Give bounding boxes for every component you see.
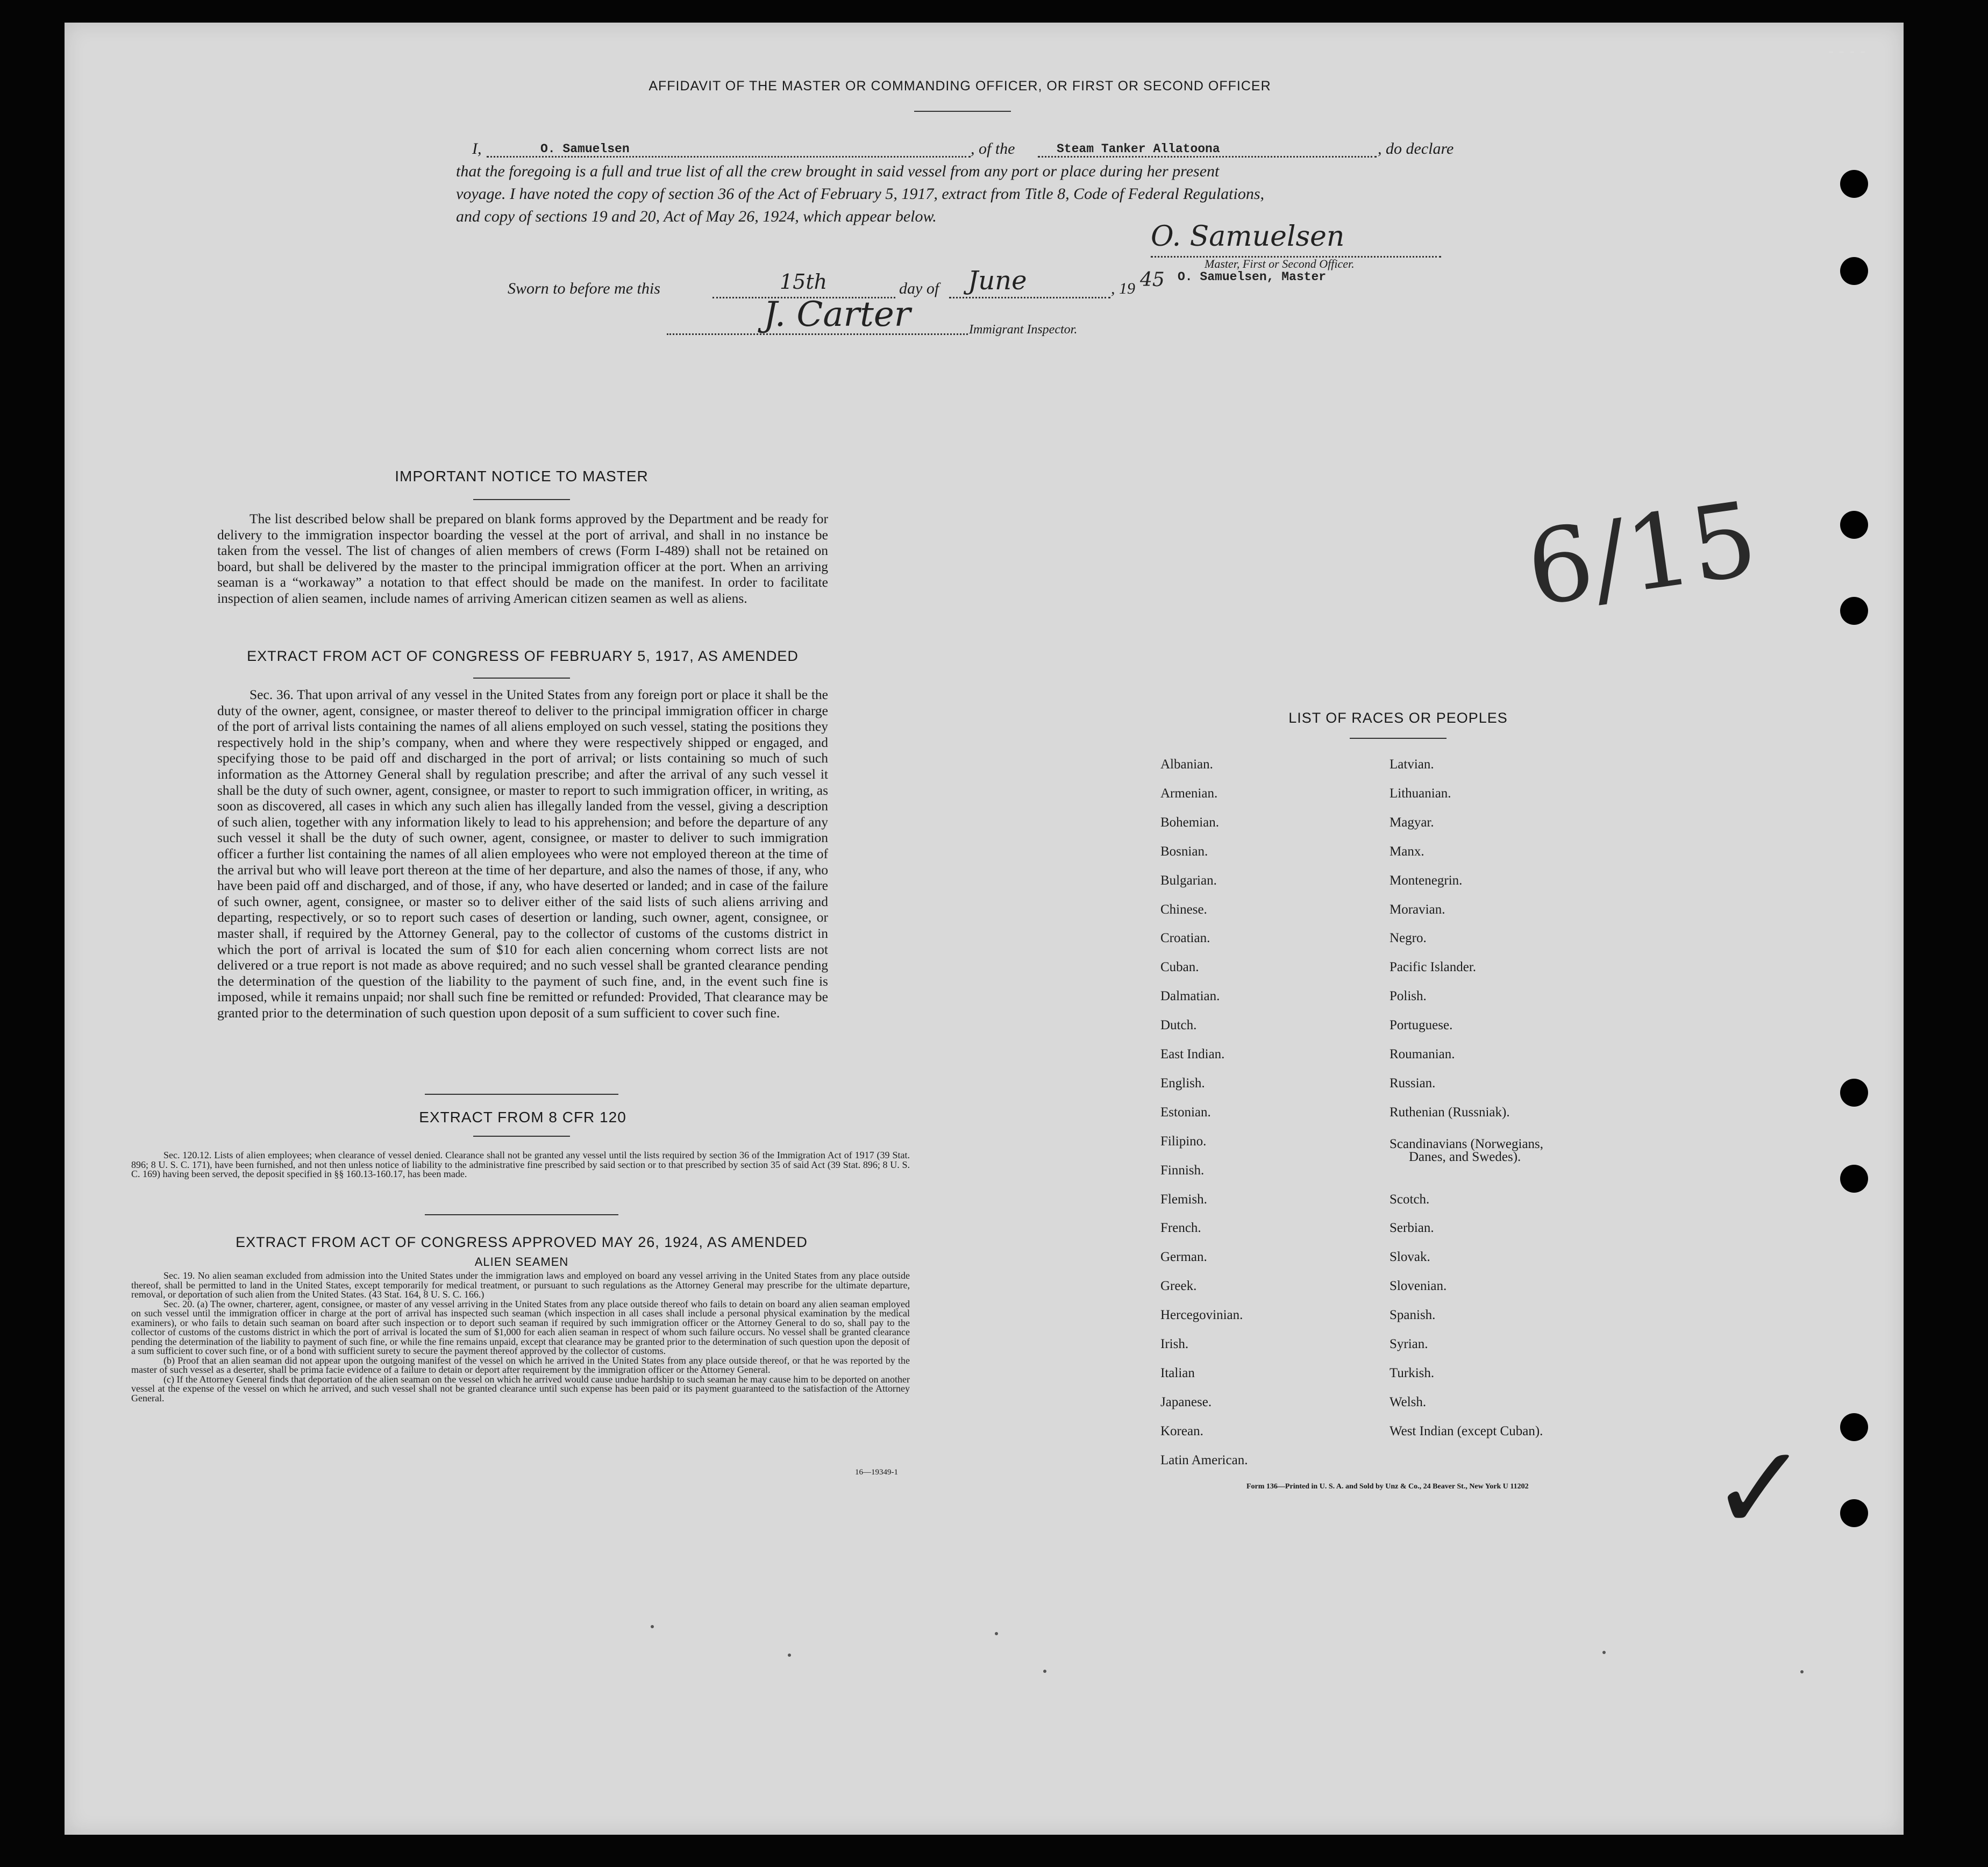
i-label: I, <box>472 140 482 158</box>
master-typed-name: O. Samuelsen, Master <box>1178 270 1327 284</box>
year-prefix: , 19 <box>1111 280 1135 297</box>
notice-title: IMPORTANT NOTICE TO MASTER <box>395 468 649 484</box>
paper-speck <box>1800 1670 1804 1673</box>
race-item: Estonian. <box>1160 1104 1211 1120</box>
notice-rule <box>473 499 570 500</box>
corner-marks: - - - - <box>1828 42 1866 61</box>
check-mark: ✓ <box>1710 1420 1809 1557</box>
extract-1917-title: EXTRACT FROM ACT OF CONGRESS OF FEBRUARY 5, 1917, AS AMENDED <box>247 648 799 664</box>
cfr-title: EXTRACT FROM 8 CFR 120 <box>419 1109 626 1125</box>
paper-speck <box>651 1625 654 1628</box>
race-item: Dalmatian. <box>1160 989 1220 1004</box>
extract-1924-text <box>131 1271 910 1403</box>
race-item: Lithuanian. <box>1390 786 1451 801</box>
race-item: Chinese. <box>1160 902 1207 917</box>
vessel-typed: Steam Tanker Allatoona <box>1057 142 1220 156</box>
punch-hole <box>1840 257 1868 285</box>
extract-1924-top-rule <box>425 1214 618 1215</box>
race-item: Slovenian. <box>1390 1279 1447 1294</box>
title-rule <box>914 111 1011 112</box>
extract-1917-text <box>217 687 828 1021</box>
race-item: Scotch. <box>1390 1192 1430 1207</box>
alien-seamen-subtitle: ALIEN SEAMEN <box>474 1255 569 1269</box>
name-blank <box>487 156 971 158</box>
section-20c-paragraph: (c) If the Attorney General finds that deportation of the alien seaman on the vessel on which he arrived would cause undue hardship to such seaman he may cause him to be deported on another vessel at the expense of the vessel on which he arrived, and such vessel shall not be granted clearance until such expense has been paid or its payment guaranteed to the satisfaction of the Attorney General. <box>131 1373 910 1403</box>
race-item: Bulgarian. <box>1160 873 1217 888</box>
race-item: Russian. <box>1390 1075 1436 1091</box>
day-hand: 15th <box>780 270 828 294</box>
punch-hole <box>1840 1165 1868 1193</box>
cfr-text <box>131 1151 910 1179</box>
form-code: 16—19349-1 <box>855 1468 898 1477</box>
race-item: Greek. <box>1160 1279 1197 1294</box>
section-36-paragraph: Sec. 36. That upon arrival of any vessel in the United States from any foreign port or place it shall be the duty of the owner, agent, consignee, or master thereof to deliver to the principal immigration officer in charge of the port of arrival lists containing the names of all aliens employed on such vessel, stating the positions they respectively hold in the ship’s company, when and where they were respectively shipped or engaged, and specifying those to be paid off and discharged in the port of arrival; or lists containing so much of such information as the Attorney General shall by regulation prescribe; and after the arrival of any such vessel it shall be the duty of such owner, agent, consignee, or master to report to such immigration officer, in writing, as soon as discovered, all cases in which any such alien has illegally landed from the vessel, giving a description of such alien, together with any information likely to lead to his apprehension; and before the departure of any such vessel it shall be the duty of such owner, agent, consignee, or master to deliver to such immigration officer a further list containing the names of all alien employees who were not employed thereon at the time of the arrival but who will leave port thereon at the time of her departure, and also the names of those, if any, who have been paid off and discharged, and of those, if any, who have deserted or landed; and in case of the failure of such owner, agent, consignee, or master so to deliver either of the said lists of such aliens arriving and departing, respectively, or so to report such cases of desertion or landing, such owner, agent, consignee, or master shall, if required by the Attorney General, pay to the collector of customs of the customs district in which the port of arrival is located the sum of $10 for each alien concerning whom correct lists are not delivered or a true report is not made as above required; and no such vessel shall be granted clearance pending the determination of the question of the liability to the payment of such fine, and, in the event such fine is imposed, while it remains unpaid; nor shall such fine be remitted or refunded: Provided, That clearance may be granted prior to the determination of such question upon deposit of a sum sufficient to cover such fine. <box>217 687 828 1021</box>
extract-1924-title: EXTRACT FROM ACT OF CONGRESS APPROVED MAY 26, 1924, AS AMENDED <box>236 1234 808 1250</box>
sworn-label: Sworn to before me this <box>508 280 660 297</box>
race-item: Latin American. <box>1160 1452 1248 1467</box>
year-hand: 45 <box>1140 269 1165 291</box>
section-20a-paragraph: Sec. 20. (a) The owner, charterer, agent, consignee, or master of any vessel arriving in the United States from any place outside thereof who fails to detain on board any alien seaman employed on such vessel until the immigration officer in charge at the port of arrival has inspected such seaman (which inspection in all cases shall include a personal physical examination by the medical examiners), or who fails to detain such seaman on board after such inspection or to deport such seaman if required by such immigration officer or the Attorney General to do so, shall pay to the collector of customs of the customs district in which the port of arrival is located the sum of $1,000 for each alien seaman in respect of whom such failure occurs. No vessel shall be granted clearance pending the determination of the liability to payment of such fine, or while the fine remains unpaid, except that clearance may be granted prior to the determination of such question upon the deposit of a sum sufficient to cover such fine, or of a bond with sufficient surety to secure the payment thereof approved by the collector of customs. <box>131 1298 910 1356</box>
master-name-typed: O. Samuelsen <box>540 142 630 156</box>
section-19-paragraph: Sec. 19. No alien seaman excluded from admission into the United States under the immigration laws and employed on board any vessel arriving in the United States from any place outside thereof, shall be permitted to land in the United States, except temporarily for medical treatment, or pursuant to such regulations as the Attorney General may prescribe for the ultimate departure, removal, or deportation of such alien from the United States. (43 Stat. 164, 8 U. S. C. 166.) <box>131 1270 910 1300</box>
inspector-caption: Immigrant Inspector. <box>969 323 1078 337</box>
cfr-rule <box>473 1136 570 1137</box>
race-item: Bosnian. <box>1160 844 1208 859</box>
race-item: Welsh. <box>1390 1394 1427 1409</box>
cfr-paragraph: Sec. 120.12. Lists of alien employees; when clearance of vessel denied. Clearance shall not be granted any vessel until the lists required by section 36 of the Immigration Act of 1917 (39 Stat. 896; 8 U. S. C. 171), have been furnished, and not then unless notice of liability to the administrative fine prescribed by said section or to that prescribed by section 35 of said Act (39 Stat. 896; 8 U. S. C. 169) having been served, the deposit specified in §§ 160.13-160.17, has been made. <box>131 1150 910 1179</box>
punch-hole <box>1840 1499 1868 1527</box>
punch-hole <box>1840 170 1868 198</box>
race-item: Danes, and Swedes). <box>1409 1150 1521 1165</box>
form-footer: Form 136—Printed in U. S. A. and Sold by Unz & Co., 24 Beaver St., New York U 11202 <box>1246 1483 1529 1491</box>
paper-speck <box>1043 1670 1046 1673</box>
notice-paragraph: The list described below shall be prepared on blank forms approved by the Department and be ready for delivery to the immigration inspector boarding the vessel at the port of arrival, and shall in no instance be taken from the vessel. The list of changes of alien members of crews (Form I-489) shall not be retained on board, but shall be delivered by the master to the principal immigration officer at the port. When an arriving seaman is a “workaway” a notation to that effect should be made on the manifest. In order to facilitate inspection of alien seamen, include names of arriving American citizen seamen as well as aliens. <box>217 511 828 606</box>
race-item: Moravian. <box>1390 902 1445 917</box>
race-item: French. <box>1160 1221 1201 1236</box>
race-item: German. <box>1160 1250 1207 1265</box>
margin-note: 6/15 <box>1520 479 1764 629</box>
races-title: LIST OF RACES OR PEOPLES <box>1288 710 1508 726</box>
race-item: Negro. <box>1390 931 1427 946</box>
race-item: Japanese. <box>1160 1394 1212 1409</box>
punch-hole <box>1840 1413 1868 1441</box>
affidavit-line3: voyage. I have noted the copy of section 36 of the Act of February 5, 1917, extract from Title 8, Code of Federal Regulations, <box>456 185 1265 203</box>
race-item: Flemish. <box>1160 1192 1207 1207</box>
race-item: Finnish. <box>1160 1163 1205 1178</box>
section-20b-paragraph: (b) Proof that an alien seaman did not appear upon the outgoing manifest of the vessel on which he arrived in the United States from any place outside thereof, or that he was reported by the master of such vessel as a deserter, shall be prima facie evidence of a failure to detain or deport after requirement by the immigration officer or the Attorney General. <box>131 1355 910 1375</box>
extract-1917-rule <box>473 678 570 679</box>
punch-hole <box>1840 1079 1868 1107</box>
race-item: Syrian. <box>1390 1337 1428 1351</box>
notice-text <box>217 511 828 607</box>
race-item: Spanish. <box>1390 1308 1436 1323</box>
race-item: East Indian. <box>1160 1047 1225 1061</box>
race-item: Irish. <box>1160 1337 1189 1351</box>
master-caption: Master, First or Second Officer. <box>1205 257 1355 270</box>
race-item: Portuguese. <box>1390 1018 1453 1033</box>
paper-speck <box>995 1632 998 1635</box>
affidavit-line2: that the foregoing is a full and true list of all the crew brought in said vessel from any port or place during her present <box>456 162 1220 180</box>
race-item: Croatian. <box>1160 931 1210 946</box>
race-item: Montenegrin. <box>1390 873 1463 888</box>
punch-hole <box>1840 597 1868 625</box>
master-signature: O. Samuelsen <box>1151 220 1345 253</box>
race-item: Italian <box>1160 1365 1195 1380</box>
race-item: Cuban. <box>1160 960 1199 975</box>
race-item: Pacific Islander. <box>1390 960 1477 975</box>
race-item: Serbian. <box>1390 1221 1434 1236</box>
race-item: Filipino. <box>1160 1134 1207 1149</box>
month-blank <box>949 297 1110 298</box>
race-item: Armenian. <box>1160 786 1218 801</box>
race-item: Magyar. <box>1390 815 1434 830</box>
race-item: Korean. <box>1160 1423 1203 1438</box>
paper-speck <box>788 1654 791 1657</box>
month-hand: June <box>968 266 1027 296</box>
punch-hole <box>1840 511 1868 539</box>
affidavit-line4: and copy of sections 19 and 20, Act of May 26, 1924, which appear below. <box>456 208 937 225</box>
race-item: Scandinavians (Norwegians, <box>1390 1136 1544 1151</box>
do-declare-label: , do declare <box>1378 140 1454 158</box>
race-item: Ruthenian (Russniak). <box>1390 1104 1510 1120</box>
race-item: West Indian (except Cuban). <box>1390 1423 1543 1438</box>
race-item: Turkish. <box>1390 1365 1435 1380</box>
race-item: Polish. <box>1390 989 1427 1004</box>
paper-speck <box>1602 1651 1606 1654</box>
day-of-label: day of <box>899 280 939 297</box>
race-item: Latvian. <box>1390 757 1434 772</box>
inspector-signature: J. Carter <box>764 295 911 334</box>
affidavit-title: AFFIDAVIT OF THE MASTER OR COMMANDING OFFICER, OR FIRST OR SECOND OFFICER <box>649 79 1271 94</box>
race-item: Manx. <box>1390 844 1424 859</box>
race-item: Roumanian. <box>1390 1047 1455 1061</box>
race-item: English. <box>1160 1075 1205 1091</box>
cfr-top-rule <box>425 1094 618 1095</box>
race-item: Slovak. <box>1390 1250 1430 1265</box>
race-item: Bohemian. <box>1160 815 1220 830</box>
of-the-label: , of the <box>971 140 1015 158</box>
vessel-blank <box>1038 156 1377 158</box>
races-rule <box>1350 738 1447 739</box>
race-item: Dutch. <box>1160 1018 1197 1033</box>
race-item: Albanian. <box>1160 757 1213 772</box>
race-item: Hercegovinian. <box>1160 1308 1243 1323</box>
